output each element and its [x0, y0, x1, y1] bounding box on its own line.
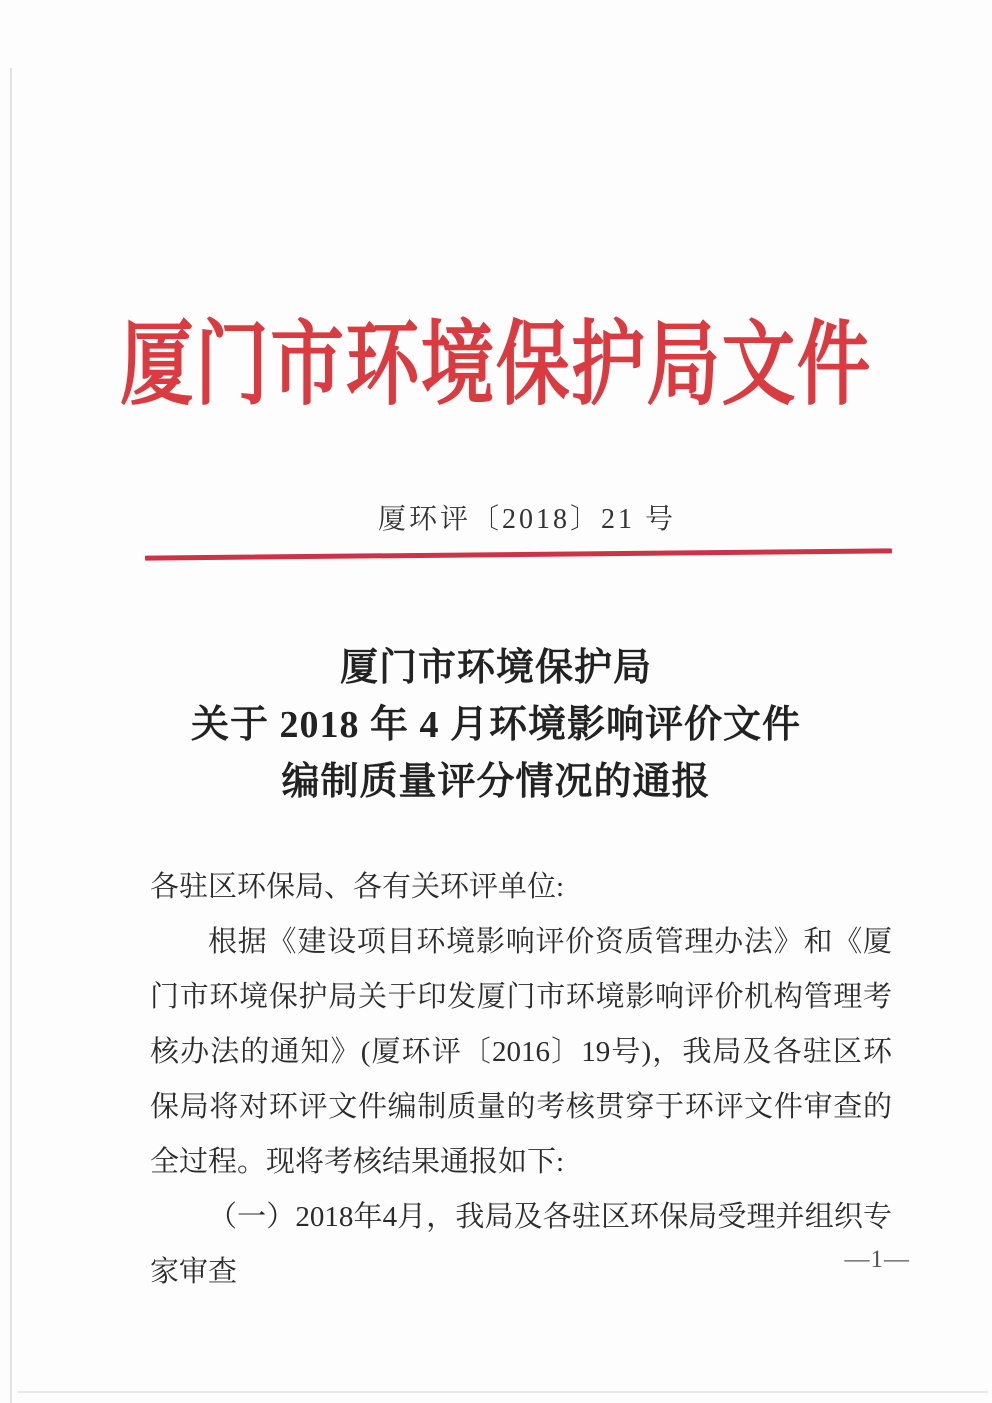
document-reference-number: 厦环评〔2018〕21 号	[377, 504, 676, 535]
page-number: —1—	[844, 1246, 910, 1273]
red-divider-line	[145, 548, 892, 560]
document-title-line3: 编制质量评分情况的通报	[281, 761, 711, 803]
letterhead-org-title: 厦门市环境保护局文件	[119, 314, 872, 416]
page-bottom-edge-line	[18, 1391, 988, 1393]
body-paragraph-2: （一）2018年4月，我局及各驻区环保局受理并组织专家审查	[150, 1201, 892, 1288]
document-title-line2: 关于 2018 年 4 月环境影响评价文件	[190, 704, 801, 746]
salutation-line: 各驻区环保局、各有关环评单位:	[150, 871, 565, 903]
document-title	[0, 640, 992, 811]
document-body	[150, 860, 892, 1300]
body-paragraph-1: 根据《建设项目环境影响评价资质管理办法》和《厦门市环境保护局关于印发厦门市环境影响评价机构管理考核办法的通知》(厦环评〔2016〕19号)，我局及各驻区环保局将对环评文件编制质量的考核贯穿于环评文件审查的全过程。现将考核结果通报如下:	[150, 926, 892, 1178]
document-title-line1: 厦门市环境保护局	[339, 647, 652, 689]
